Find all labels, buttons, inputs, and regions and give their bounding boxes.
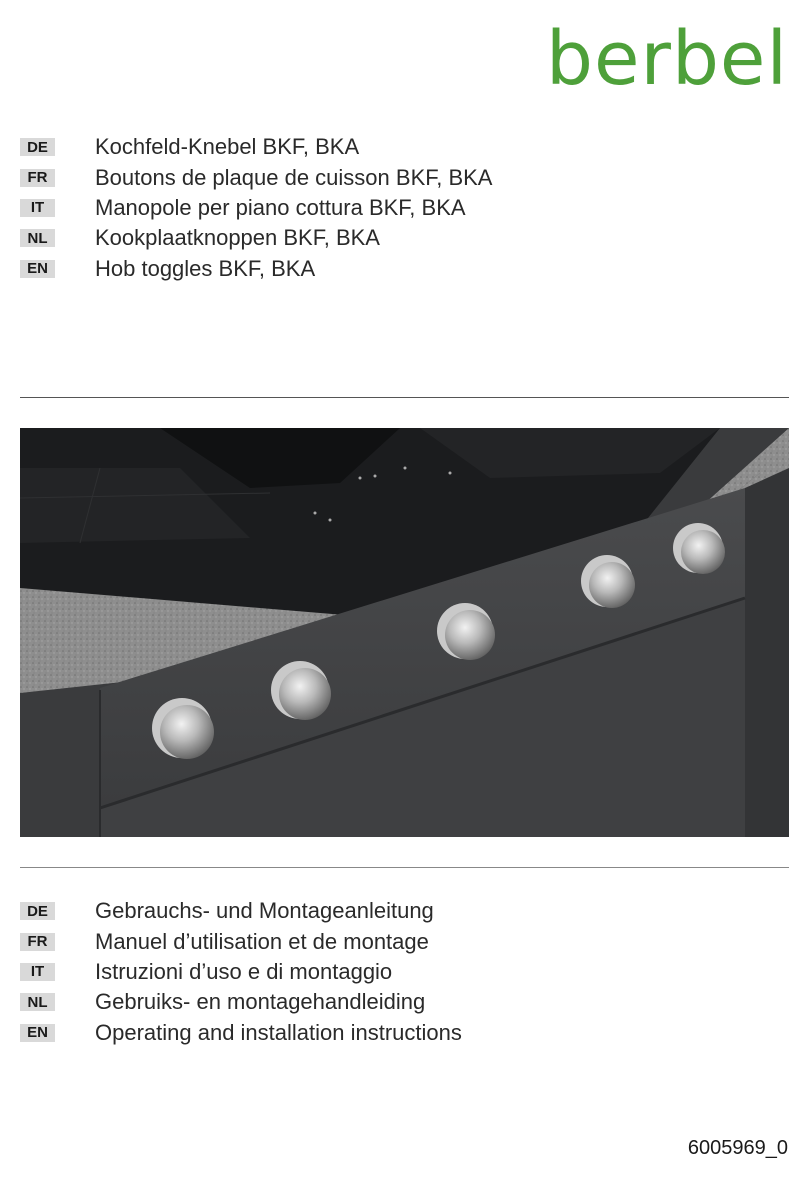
product-title: Kookplaatknoppen BKF, BKA	[95, 225, 380, 251]
product-title: Boutons de plaque de cuisson BKF, BKA	[95, 164, 493, 190]
language-badge: FR	[20, 169, 55, 187]
manual-title: Istruzioni d’uso e di montaggio	[95, 958, 393, 984]
manual-title-row	[20, 926, 462, 956]
divider-top	[20, 397, 789, 398]
product-title-row	[20, 254, 492, 284]
language-badge: EN	[20, 260, 55, 278]
divider-bottom	[20, 867, 789, 868]
product-title: Manopole per piano cottura BKF, BKA	[95, 194, 466, 220]
language-badge: FR	[20, 933, 55, 951]
language-badge: NL	[20, 993, 55, 1011]
manual-title: Operating and installation instructions	[95, 1019, 462, 1045]
language-badge: DE	[20, 138, 55, 156]
product-photo	[20, 428, 789, 837]
manual-title-row	[20, 1018, 462, 1048]
manual-title-row	[20, 987, 462, 1017]
product-title-row	[20, 223, 492, 253]
product-title-row	[20, 162, 492, 192]
language-badge: EN	[20, 1024, 55, 1042]
document-number: 6005969_0	[687, 1137, 788, 1159]
product-title: Hob toggles BKF, BKA	[95, 255, 316, 281]
manual-title-row	[20, 896, 462, 926]
manual-title: Manuel d’utilisation et de montage	[95, 928, 429, 954]
product-title-list	[20, 132, 492, 284]
manual-title-row	[20, 957, 462, 987]
product-title-row	[20, 193, 492, 223]
language-badge: DE	[20, 902, 55, 920]
manual-title: Gebruiks- en montagehandleiding	[95, 989, 426, 1015]
manual-title-list	[20, 896, 462, 1048]
product-title-row	[20, 132, 492, 162]
product-title: Kochfeld-Knebel BKF, BKA	[95, 134, 360, 160]
language-badge: IT	[20, 963, 55, 981]
manual-title: Gebrauchs- und Montageanleitung	[95, 898, 434, 924]
brand-logo: berbel	[546, 16, 788, 102]
language-badge: NL	[20, 229, 55, 247]
language-badge: IT	[20, 199, 55, 217]
